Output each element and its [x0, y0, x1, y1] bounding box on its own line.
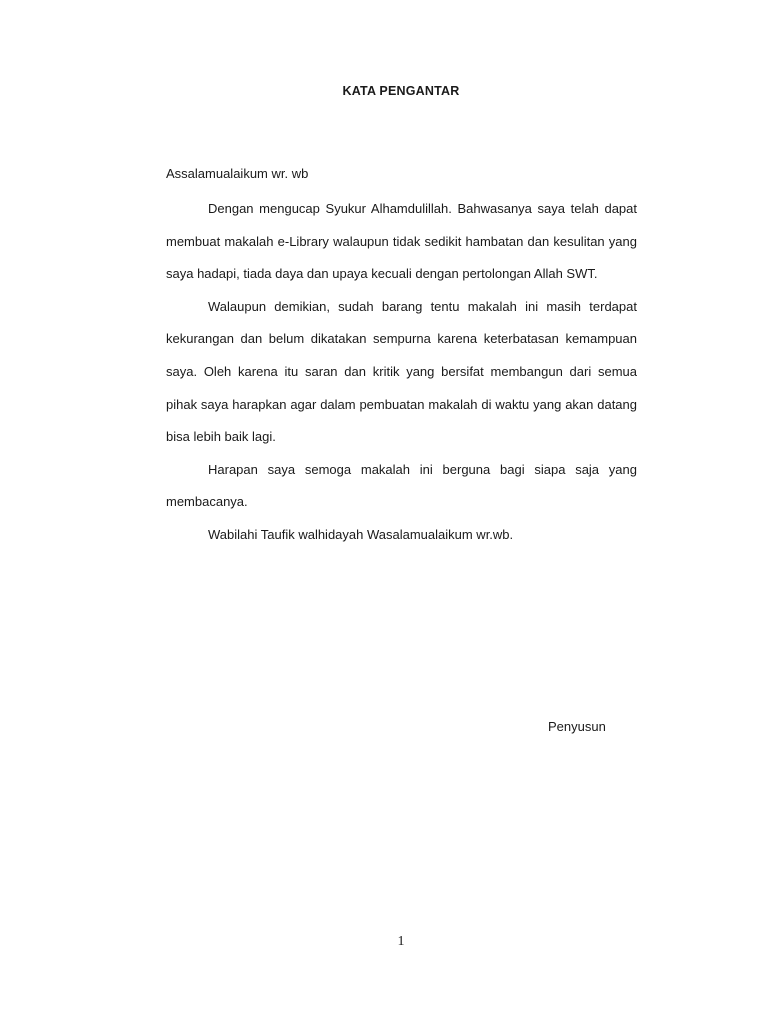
paragraph-opening: Dengan mengucap Syukur Alhamdulillah. Bahwasanya saya telah dapat membuat makalah e-Library walaupun tidak sedikit hambatan dan kesulitan yang saya hadapi, tiada daya dan upaya kecuali dengan pertolongan Allah SWT.	[166, 201, 637, 282]
paragraph-limitations: Walaupun demikian, sudah barang tentu makalah ini masih terdapat kekurangan dan belum dikatakan sempurna karena keterbatasan kemampuan saya. Oleh karena itu saran dan kritik yang bersifat membangun dari semua pihak saya harapkan agar dalam pembuatan makalah di waktu yang akan datang bisa lebih baik lagi.	[166, 298, 637, 445]
page-title: KATA PENGANTAR	[342, 84, 460, 98]
signature-label: Penyusun	[548, 719, 606, 734]
greeting-line: Assalamualaikum wr. wb	[166, 166, 309, 181]
body-text	[166, 193, 637, 552]
paragraph-closing: Wabilahi Taufik walhidayah Wasalamualaikum wr.wb.	[208, 526, 514, 542]
page-number: 1	[397, 934, 405, 949]
paragraph-hope: Harapan saya semoga makalah ini berguna bagi siapa saja yang membacanya.	[166, 461, 637, 510]
